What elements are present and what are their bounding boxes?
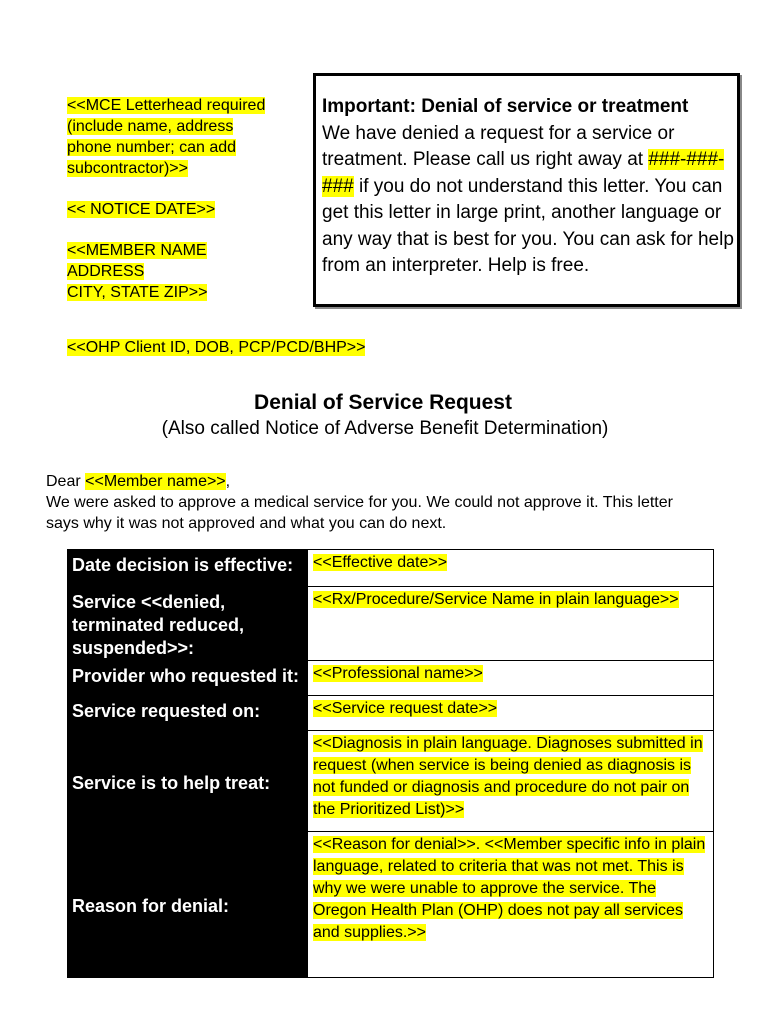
salutation-comma: , bbox=[225, 473, 231, 490]
letterhead-placeholder: <<MCE Letterhead required (include name, address phone number; can add subcontractor)>> bbox=[67, 97, 266, 177]
ohp-client-placeholder: <<OHP Client ID, DOB, PCP/PCD/BHP>> bbox=[67, 339, 366, 356]
row-value bbox=[308, 832, 714, 978]
table-row bbox=[68, 731, 714, 832]
table-row bbox=[68, 696, 714, 731]
page-title: Denial of Service Request bbox=[254, 391, 512, 414]
letterhead-block bbox=[67, 95, 307, 303]
important-notice-box bbox=[313, 73, 740, 307]
row-value bbox=[308, 661, 714, 696]
salutation-dear: Dear bbox=[46, 473, 86, 490]
table-row bbox=[68, 550, 714, 587]
page-subtitle: (Also called Notice of Adverse Benefit Determination) bbox=[161, 418, 609, 439]
salutation bbox=[46, 471, 230, 492]
decision-details-table bbox=[67, 549, 714, 978]
member-name-placeholder: <<Member name>> bbox=[85, 473, 226, 490]
table-row bbox=[68, 661, 714, 696]
important-notice-title: Important: Denial of service or treatment bbox=[322, 96, 689, 117]
important-notice-text-2: if you do not understand this letter. You can get this letter in large print, another language or any way that is best for you. You can ask for help from an interpreter. Help is free. bbox=[322, 175, 734, 276]
member-address-placeholder: <<MEMBER NAME ADDRESS CITY, STATE ZIP>> bbox=[67, 242, 208, 301]
row-value-placeholder: <<Rx/Procedure/Service Name in plain language>> bbox=[313, 591, 679, 608]
row-label: Service <<denied, terminated reduced, suspended>>: bbox=[68, 587, 308, 661]
row-value bbox=[308, 587, 714, 661]
row-value-placeholder: <<Effective date>> bbox=[313, 554, 448, 571]
table-row bbox=[68, 832, 714, 978]
intro-paragraph: We were asked to approve a medical service for you. We could not approve it. This letter says why it was not approved and what you can do next. bbox=[46, 494, 673, 532]
row-value-placeholder: <<Professional name>> bbox=[313, 665, 483, 682]
row-label: Provider who requested it: bbox=[68, 661, 308, 696]
row-label: Service is to help treat: bbox=[68, 731, 308, 832]
notice-date-placeholder: << NOTICE DATE>> bbox=[67, 201, 216, 218]
row-value-placeholder: <<Diagnosis in plain language. Diagnoses submitted in request (when service is being denied as diagnosis is not funded or diagnosis and procedure do not pair on the Prioritized List)>> bbox=[313, 735, 703, 818]
important-notice-body bbox=[322, 121, 737, 280]
row-value-placeholder: <<Reason for denial>>. <<Member specific info in plain language, related to criteria that was not met. This is why we were unable to approve the service. The Oregon Health Plan (OHP) does not pay all services and supplies.>> bbox=[313, 836, 706, 941]
row-value-placeholder: <<Service request date>> bbox=[313, 700, 498, 717]
ohp-client-info bbox=[67, 339, 365, 357]
row-label: Date decision is effective: bbox=[68, 550, 308, 587]
row-label: Service requested on: bbox=[68, 696, 308, 731]
row-value bbox=[308, 550, 714, 587]
table-row bbox=[68, 587, 714, 661]
row-value bbox=[308, 696, 714, 731]
phone-number-placeholder: ###-###-### bbox=[322, 149, 725, 197]
row-label: Reason for denial: bbox=[68, 832, 308, 978]
important-notice-text-1: We have denied a request for a service or treatment. Please call us right away at bbox=[322, 122, 675, 170]
row-value bbox=[308, 731, 714, 832]
